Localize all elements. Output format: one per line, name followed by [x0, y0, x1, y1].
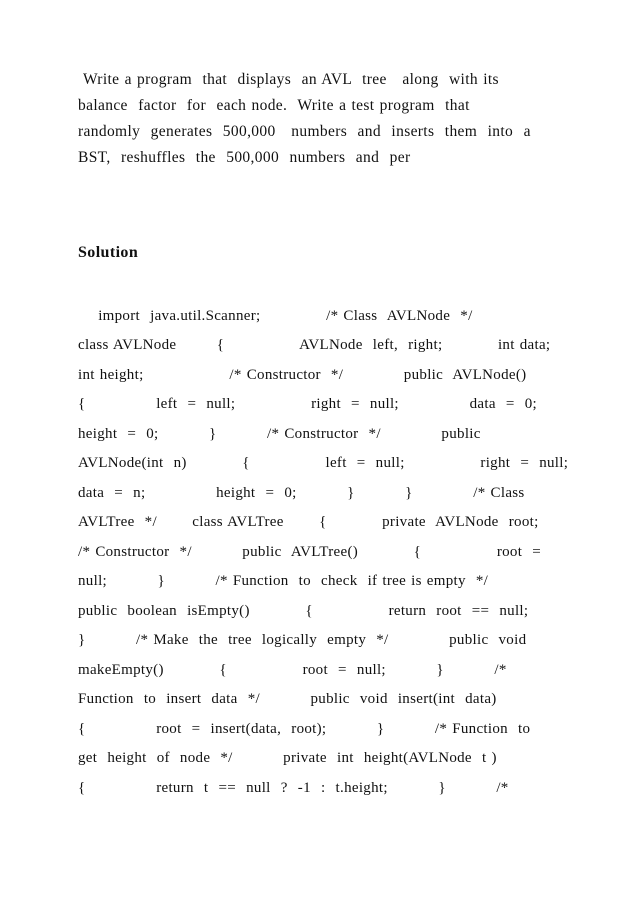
code-line: } /* Make the tree logically empty */ public void: [78, 632, 527, 648]
question-line: Write a program that displays an AVL tree along with its: [78, 71, 499, 88]
code-line: import java.util.Scanner; /* Class AVLNode */: [78, 308, 473, 324]
code-line: { left = null; right = null; data = 0;: [78, 396, 538, 412]
code-line: { root = insert(data, root); } /* Function to: [78, 721, 531, 737]
code-line: null; } /* Function to check if tree is empty */: [78, 573, 489, 589]
code-line: get height of node */ private int height(AVLNode t ): [78, 750, 497, 766]
code-line: AVLTree */ class AVLTree { private AVLNode root;: [78, 514, 539, 530]
code-line: makeEmpty() { root = null; } /*: [78, 662, 507, 678]
code-line: /* Constructor */ public AVLTree() { root =: [78, 544, 542, 560]
code-line: int height; /* Constructor */ public AVLNode(): [78, 367, 527, 383]
code-line: data = n; height = 0; } } /* Class: [78, 485, 525, 501]
code-line: height = 0; } /* Constructor */ public: [78, 426, 481, 442]
code-line: class AVLNode { AVLNode left, right; int data;: [78, 337, 551, 353]
code-line: Function to insert data */ public void insert(int data): [78, 691, 497, 707]
question-line: balance factor for each node. Write a test program that: [78, 97, 470, 114]
solution-heading: Solution: [78, 244, 139, 261]
code-line: { return t == null ? -1 : t.height; } /*: [78, 780, 509, 796]
question-line: randomly generates 500,000 numbers and inserts them into a: [78, 123, 531, 140]
code-line: AVLNode(int n) { left = null; right = null;: [78, 455, 569, 471]
code-line: public boolean isEmpty() { return root == null;: [78, 603, 529, 619]
question-line: BST, reshuffles the 500,000 numbers and per: [78, 149, 411, 166]
